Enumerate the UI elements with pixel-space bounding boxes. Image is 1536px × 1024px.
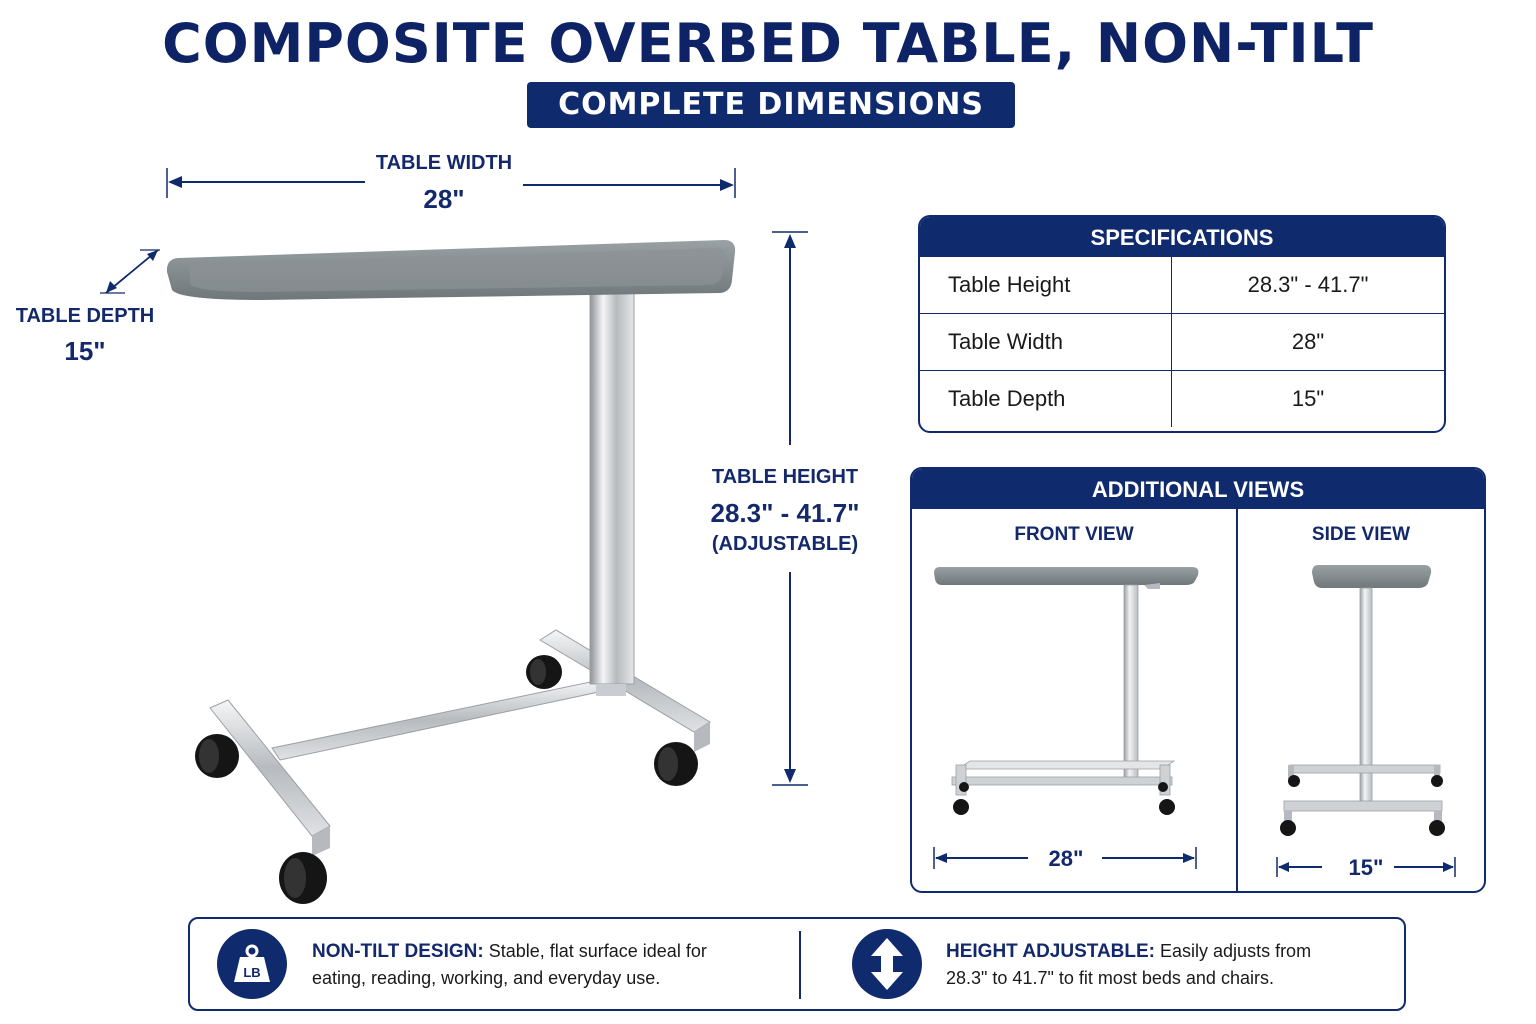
tabletop [167, 240, 735, 300]
height-value: 28.3" - 41.7" [710, 498, 860, 528]
depth-label: TABLE DEPTH [15, 305, 155, 327]
main-table-illustration [0, 140, 900, 920]
width-label: TABLE WIDTH [375, 152, 513, 174]
weight-lb-icon [217, 929, 287, 999]
width-value: 28" [423, 184, 465, 214]
spec-label: Table Depth [920, 371, 1172, 427]
caster-wheel [279, 852, 327, 904]
spec-value: 28" [1291, 329, 1325, 354]
spec-value: 28.3" - 41.7" [1247, 272, 1369, 297]
depth-dimension-arrow [100, 250, 160, 293]
front-view-label: FRONT VIEW [1014, 524, 1134, 545]
specifications-title: SPECIFICATIONS [920, 217, 1444, 257]
subtitle-banner: COMPLETE DIMENSIONS [527, 82, 1015, 128]
feature-non-tilt [312, 938, 782, 991]
caster-wheel [195, 734, 239, 778]
feature-text: Easily adjusts from [1160, 941, 1312, 961]
feature-text: 28.3" to 41.7" to fit most beds and chairs. [946, 968, 1274, 988]
front-view-illustration [912, 555, 1234, 885]
table-row [920, 313, 1444, 370]
feature-height-adjustable [946, 938, 1396, 991]
specifications-table [918, 215, 1446, 433]
feature-title: HEIGHT ADJUSTABLE: [946, 941, 1155, 962]
feature-text: Stable, flat surface ideal for [488, 941, 707, 961]
spec-label: Table Width [920, 314, 1172, 370]
table-row [920, 257, 1444, 313]
side-view-dimension: 15" [1348, 855, 1384, 880]
height-note: (ADJUSTABLE) [711, 533, 859, 555]
side-view-illustration [1238, 555, 1484, 885]
front-view-dimension: 28" [1048, 846, 1084, 871]
caster-wheel [526, 655, 562, 689]
additional-views-title: ADDITIONAL VIEWS [912, 469, 1484, 509]
spec-value: 15" [1291, 386, 1325, 411]
depth-value: 15" [64, 336, 106, 366]
feature-text: eating, reading, working, and everyday use. [312, 968, 661, 988]
table-row [920, 370, 1444, 427]
spec-label: Table Height [920, 257, 1172, 313]
features-divider [799, 931, 801, 999]
caster-wheel [654, 742, 698, 786]
page-title: COMPOSITE OVERBED TABLE, NON-TILT [162, 12, 1374, 75]
support-column [590, 272, 634, 684]
height-label: TABLE HEIGHT [711, 466, 859, 488]
side-view-label: SIDE VIEW [1311, 524, 1411, 545]
weight-icon-text: LB [243, 965, 261, 980]
up-down-arrow-icon [852, 929, 922, 999]
feature-title: NON-TILT DESIGN: [312, 941, 484, 962]
